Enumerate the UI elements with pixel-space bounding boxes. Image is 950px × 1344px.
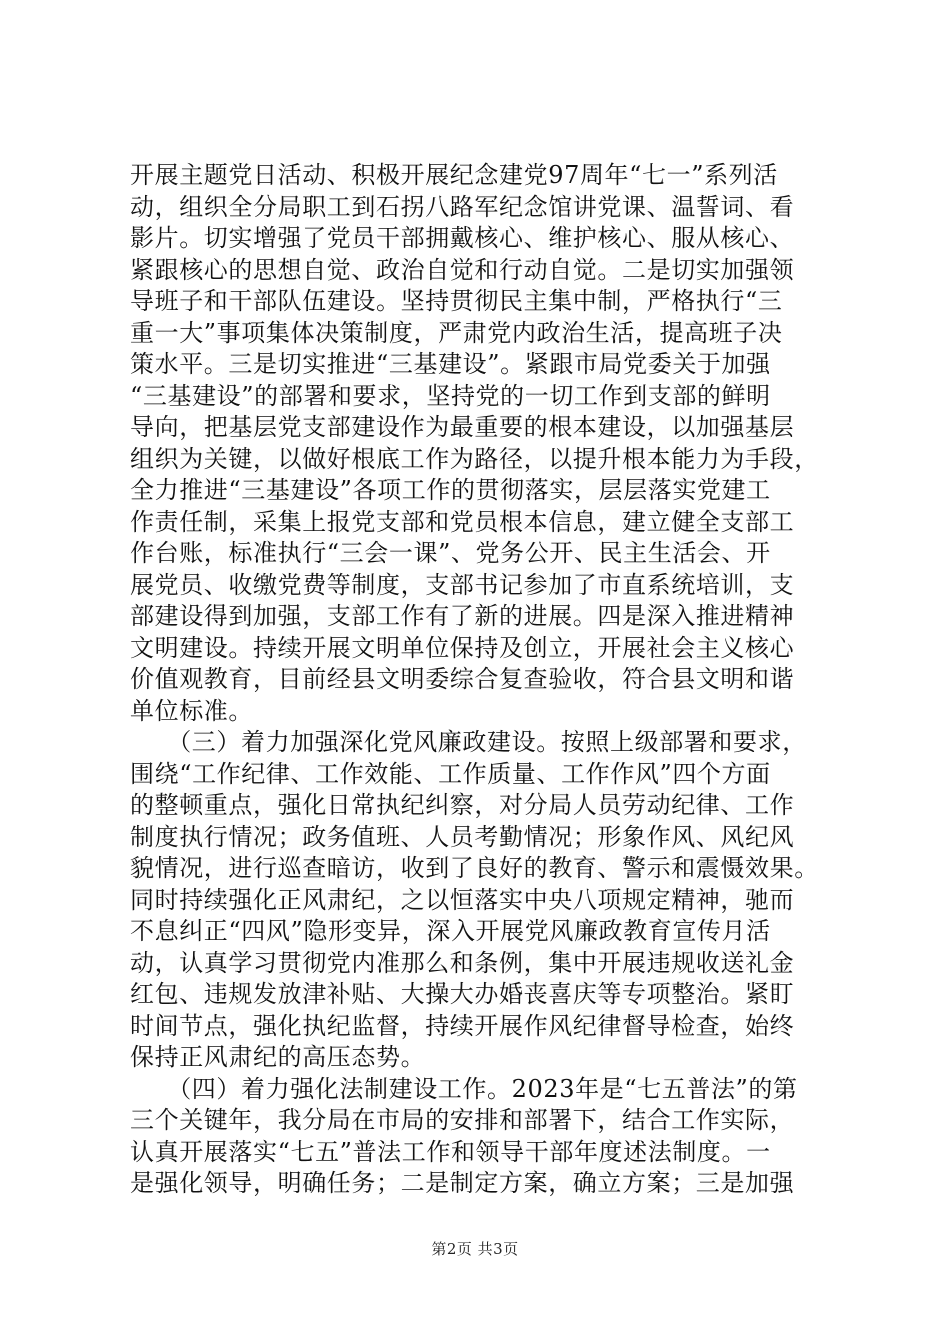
text-line: 组织为关键，以做好根底工作为路径，以提升根本能力为手段，	[130, 444, 819, 473]
text-line: 重一大”事项集体决策制度，严肃党内政治生活，提高班子决	[130, 318, 783, 347]
text-line: 时间节点，强化执纪监督，持续开展作风纪律督导检查，始终	[130, 1011, 795, 1040]
text-line: 导班子和干部队伍建设。坚持贯彻民主集中制，严格执行“三	[130, 287, 783, 315]
text-line: 貌情况，进行巡查暗访，收到了良好的教育、警示和震慑效果。	[130, 854, 819, 882]
text-line: 红包、违规发放津补贴、大操大办婚丧喜庆等专项整治。紧盯	[130, 980, 795, 1008]
text-line: 全力推进“三基建设”各项工作的贯彻落实，层层落实党建工	[130, 476, 771, 504]
text-line: 开展主题党日活动、积极开展纪念建党97周年“七一”系列活	[130, 161, 778, 189]
text-line: 价值观教育，目前经县文明委综合复查验收，符合县文明和谐	[130, 665, 795, 693]
text-line: 导向，把基层党支部建设作为最重要的根本建设，以加强基层	[130, 413, 795, 441]
document-body	[130, 160, 835, 1200]
text-line: 文明建设。持续开展文明单位保持及创立，开展社会主义核心	[130, 633, 795, 662]
text-line: 部建设得到加强，支部工作有了新的进展。四是深入推进精神	[130, 602, 795, 630]
text-line: 保持正风肃纪的高压态势。	[130, 1043, 426, 1071]
text-line: 紧跟核心的思想自觉、政治自觉和行动自觉。二是切实加强领	[130, 255, 795, 284]
text-line: 认真开展落实“七五”普法工作和领导干部年度述法制度。一	[130, 1137, 771, 1166]
text-line: （三）着力加强深化党风廉政建设。按照上级部署和要求，	[130, 728, 807, 756]
text-line: 作责任制，采集上报党支部和党员根本信息，建立健全支部工	[130, 507, 795, 536]
text-line: 动，组织全分局职工到石拐八路军纪念馆讲党课、温誓词、看	[130, 192, 795, 221]
text-line: 策水平。三是切实推进“三基建设”。紧跟市局党委关于加强	[130, 350, 771, 378]
text-line: 不息纠正“四风”隐形变异，深入开展党风廉政教育宣传月活	[130, 917, 771, 945]
text-line: 围绕“工作纪律、工作效能、工作质量、工作作风”四个方面	[130, 759, 771, 788]
text-line: 制度执行情况；政务值班、人员考勤情况；形象作风、风纪风	[130, 822, 795, 851]
text-line: 的整顿重点，强化日常执纪纠察，对分局人员劳动纪律、工作	[130, 791, 795, 819]
text-line: 是强化领导，明确任务；二是制定方案，确立方案；三是加强	[130, 1169, 795, 1197]
text-line: 单位标准。	[130, 696, 253, 725]
page-footer: 第2页 共3页	[431, 1240, 519, 1258]
text-line: 展党员、收缴党费等制度，支部书记参加了市直系统培训，支	[130, 570, 795, 599]
text-line: 作台账，标准执行“三会一课”、党务公开、民主生活会、开	[130, 539, 771, 567]
text-line: 影片。切实增强了党员干部拥戴核心、维护核心、服从核心、	[130, 224, 795, 252]
text-line: 动，认真学习贯彻党内准那么和条例，集中开展违规收送礼金	[130, 948, 795, 977]
text-line: 同时持续强化正风肃纪，之以恒落实中央八项规定精神，驰而	[130, 885, 795, 914]
text-line: “三基建设”的部署和要求，坚持党的一切工作到支部的鲜明	[130, 381, 771, 410]
text-line: （四）着力强化法制建设工作。2023年是“七五普法”的第	[130, 1074, 798, 1103]
text-line: 三个关键年，我分局在市局的安排和部署下，结合工作实际，	[130, 1106, 795, 1134]
